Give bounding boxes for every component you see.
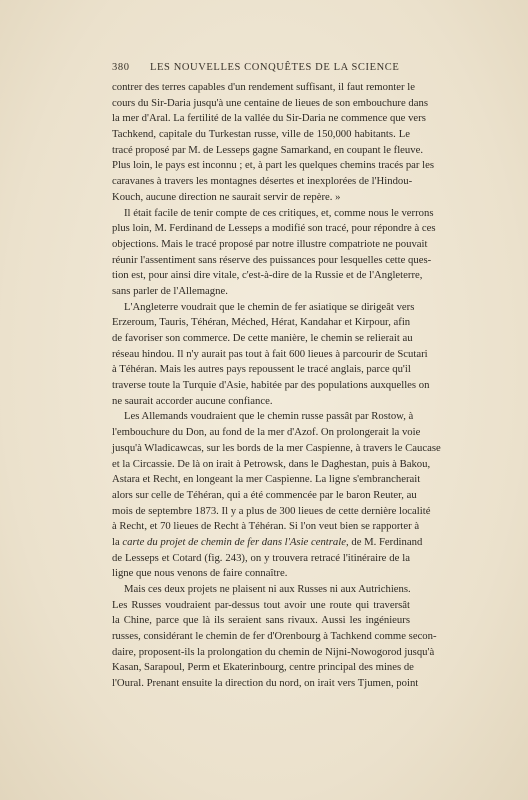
text-segment: la xyxy=(112,535,123,548)
text-line: la Chine, parce que là ils seraient sans rivaux. Aussi les ingénieurs xyxy=(112,614,410,627)
text-line: Mais ces deux projets ne plaisent ni aux Russes ni aux Autrichiens. xyxy=(124,583,411,595)
text-line: Kasan, Sarapoul, Perm et Ekaterinbourg, centre principal des mines de xyxy=(112,661,414,674)
text-line: Il était facile de tenir compte de ces critiques, et, comme nous le verrons xyxy=(124,206,434,219)
text-line: l'Oural. Prenant ensuite la direction du nord, on irait vers Tjumen, point xyxy=(112,677,419,690)
text-line: Plus loin, le pays est inconnu ; et, à part les quelques chemins tracés par les xyxy=(112,159,435,172)
text-line: de favoriser son commerce. De cette manière, le chemin se relierait au xyxy=(112,332,413,344)
text-line: russes, considérant le chemin de fer d'Orenbourg à Tachkend comme secon- xyxy=(112,630,437,643)
text-line: Les Russes voudraient par-dessus tout avoir une route qui traversât xyxy=(112,598,410,611)
text-line: daire, proposent-ils la prolongation du chemin de Nijni-Nowogorod jusqu'à xyxy=(112,645,435,658)
text-line: traverse toute la Turquie d'Asie, habitée par des populations auxquelles on xyxy=(112,379,430,392)
page-number: 380 xyxy=(112,62,130,73)
text-line: tracé proposé par M. de Lesseps gagne Samarkand, en coupant le fleuve. xyxy=(112,143,424,156)
page-header xyxy=(112,58,412,78)
text-line: plus loin, M. Ferdinand de Lesseps a modifié son tracé, pour répondre à ces xyxy=(112,222,436,235)
text-line: Les Allemands voudraient que le chemin russe passât par Rostow, à xyxy=(124,410,414,423)
text-line: et la Circassie. De là on irait à Petrowsk, dans le Daghestan, puis à Bakou, xyxy=(112,457,431,470)
text-line: Astara et Recht, en longeant la mer Caspienne. La ligne s'embrancherait xyxy=(112,473,421,486)
text-line: la mer d'Aral. La fertilité de la vallée du Sir-Daria ne commence que vers xyxy=(112,112,426,125)
text-line: contrer des terres capables d'un rendement suffisant, il faut remonter le xyxy=(112,81,415,93)
text-line: à Recht, et 70 lieues de Recht à Téhéran. Si l'on veut bien se rapporter à xyxy=(112,520,420,533)
text-line: caravanes à travers les montagnes désertes et inexplorées de l'Hindou- xyxy=(112,175,413,188)
text-line: sans parler de l'Allemagne. xyxy=(112,284,228,297)
text-line: ne saurait accorder aucune confiance. xyxy=(112,394,273,407)
text-line: alors sur celle de Téhéran, qui a été commencée par le baron Reuter, au xyxy=(112,488,417,501)
text-line: L'Angleterre voudrait que le chemin de fer asiatique se dirigeât vers xyxy=(124,300,415,313)
text-line: réseau hindou. Il n'y aurait pas tout à fait 600 lieues à parcourir de Scutari xyxy=(112,347,428,360)
text-line: Erzeroum, Tauris, Téhéran, Méched, Hérat, Kandahar et Kirpour, afin xyxy=(112,316,411,329)
text-line: l'embouchure du Don, au fond de la mer d'Azof. On prolongerait la voie xyxy=(112,426,421,439)
text-segment: , de M. Ferdinand xyxy=(346,535,423,548)
text-line: tion est, pour ainsi dire vitale, c'est-à-dire de la Russie et de l'Angleterre, xyxy=(112,269,423,282)
text-line: Tachkend, capitale du Turkestan russe, ville de 150,000 habitants. Le xyxy=(112,128,410,141)
text-line: cours du Sir-Daria jusqu'à une centaine de lieues de son embouchure dans xyxy=(112,96,429,109)
text-line: ligne que nous venons de faire connaître. xyxy=(112,567,288,580)
text-line: réunir l'assentiment sans réserve des puissances pour lesquelles cette ques- xyxy=(112,253,432,266)
text-line: jusqu'à Wladicawcas, sur les bords de la mer Caspienne, à travers le Caucase xyxy=(112,441,441,454)
text-line: de Lesseps et Cotard (fig. 243), on y trouvera retracé l'itinéraire de la xyxy=(112,551,410,564)
text-line: à Téhéran. Mais les autres pays repoussent le tracé anglais, parce qu'il xyxy=(112,363,411,376)
text-line: objections. Mais le tracé proposé par notre illustre compatriote ne pouvait xyxy=(112,237,428,250)
text-line xyxy=(112,535,423,551)
text-line: Kouch, aucune direction ne saurait servir de repère. » xyxy=(112,190,341,203)
italic-title: carte du projet de chemin de fer dans l'Asie centrale xyxy=(122,535,346,548)
running-title: LES NOUVELLES CONQUÊTES DE LA SCIENCE xyxy=(150,62,400,73)
text-line: mois de septembre 1873. Il y a plus de 300 lieues de cette dernière localité xyxy=(112,504,431,517)
body-text xyxy=(112,80,441,692)
